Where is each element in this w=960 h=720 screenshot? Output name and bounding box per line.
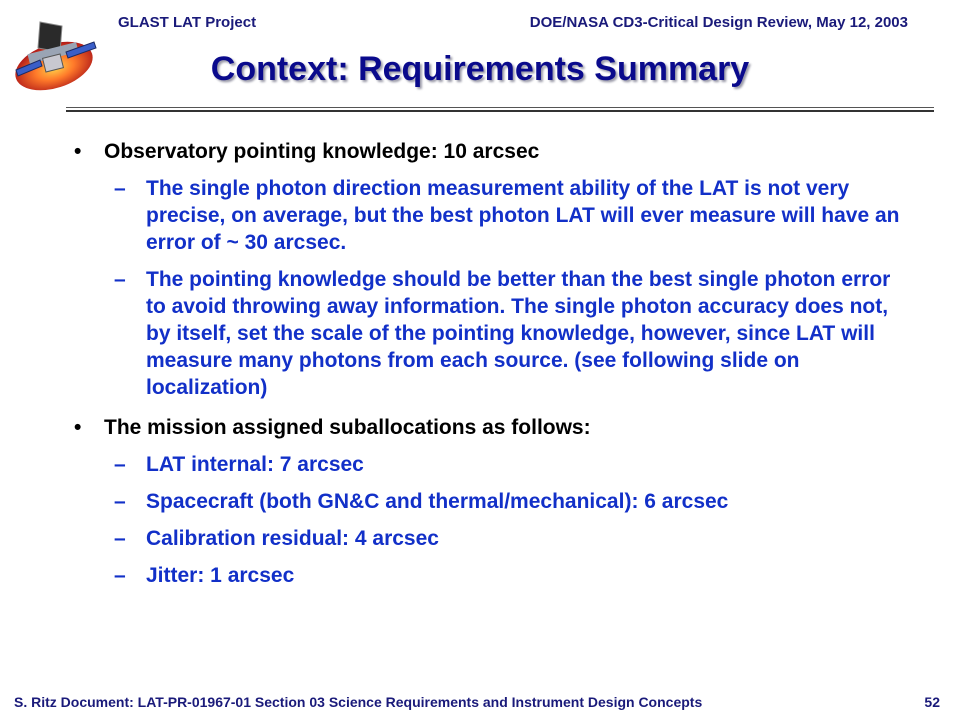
header-review: DOE/NASA CD3-Critical Design Review, May 12, 2003 [529, 14, 908, 31]
bullet-marker: • [74, 140, 82, 163]
sub-bullet-text: Jitter: 1 arcsec [146, 564, 295, 587]
sub-bullet-item [114, 266, 914, 401]
sub-bullet-text: Calibration residual: 4 arcsec [146, 527, 439, 550]
bullet-marker: • [74, 416, 82, 439]
sub-bullet-item [114, 175, 914, 256]
bullet-item [74, 138, 914, 165]
dash-marker: – [114, 453, 126, 476]
sub-bullet-text: The single photon direction measurement ability of the LAT is not very precise, on average, but the best photon LAT will ever measure will have an error of ~ 30 arcsec. [146, 177, 900, 254]
sub-bullet-item [114, 488, 914, 515]
dash-marker: – [114, 268, 126, 291]
dash-marker: – [114, 564, 126, 587]
sub-bullet-text: Spacecraft (both GN&C and thermal/mechanical): 6 arcsec [146, 490, 729, 513]
title-divider-thin [66, 107, 934, 108]
sub-bullet-item [114, 525, 914, 552]
title-divider-thick [66, 110, 934, 112]
sub-bullet-text: The pointing knowledge should be better than the best single photon error to avoid throwing away information. The single photon accuracy does not, by itself, set the scale of the pointing knowledge, however, since LAT will measure many photons from each source. (see following slide on localization) [146, 268, 891, 399]
sub-bullet-item [114, 562, 914, 589]
dash-marker: – [114, 490, 126, 513]
slide-title: Context: Requirements Summary [210, 50, 750, 88]
page-number: 52 [924, 694, 940, 710]
slide-content [74, 138, 914, 589]
bullet-item [74, 414, 914, 441]
bullet-text: Observatory pointing knowledge: 10 arcsec [104, 140, 540, 163]
sub-bullet-item [114, 451, 914, 478]
dash-marker: – [114, 527, 126, 550]
dash-marker: – [114, 177, 126, 200]
sub-bullet-text: LAT internal: 7 arcsec [146, 453, 364, 476]
bullet-text: The mission assigned suballocations as follows: [104, 416, 591, 439]
footer-document-info: S. Ritz Document: LAT-PR-01967-01 Section 03 Science Requirements and Instrument Design Concepts [14, 694, 703, 710]
header-project: GLAST LAT Project [118, 14, 257, 31]
